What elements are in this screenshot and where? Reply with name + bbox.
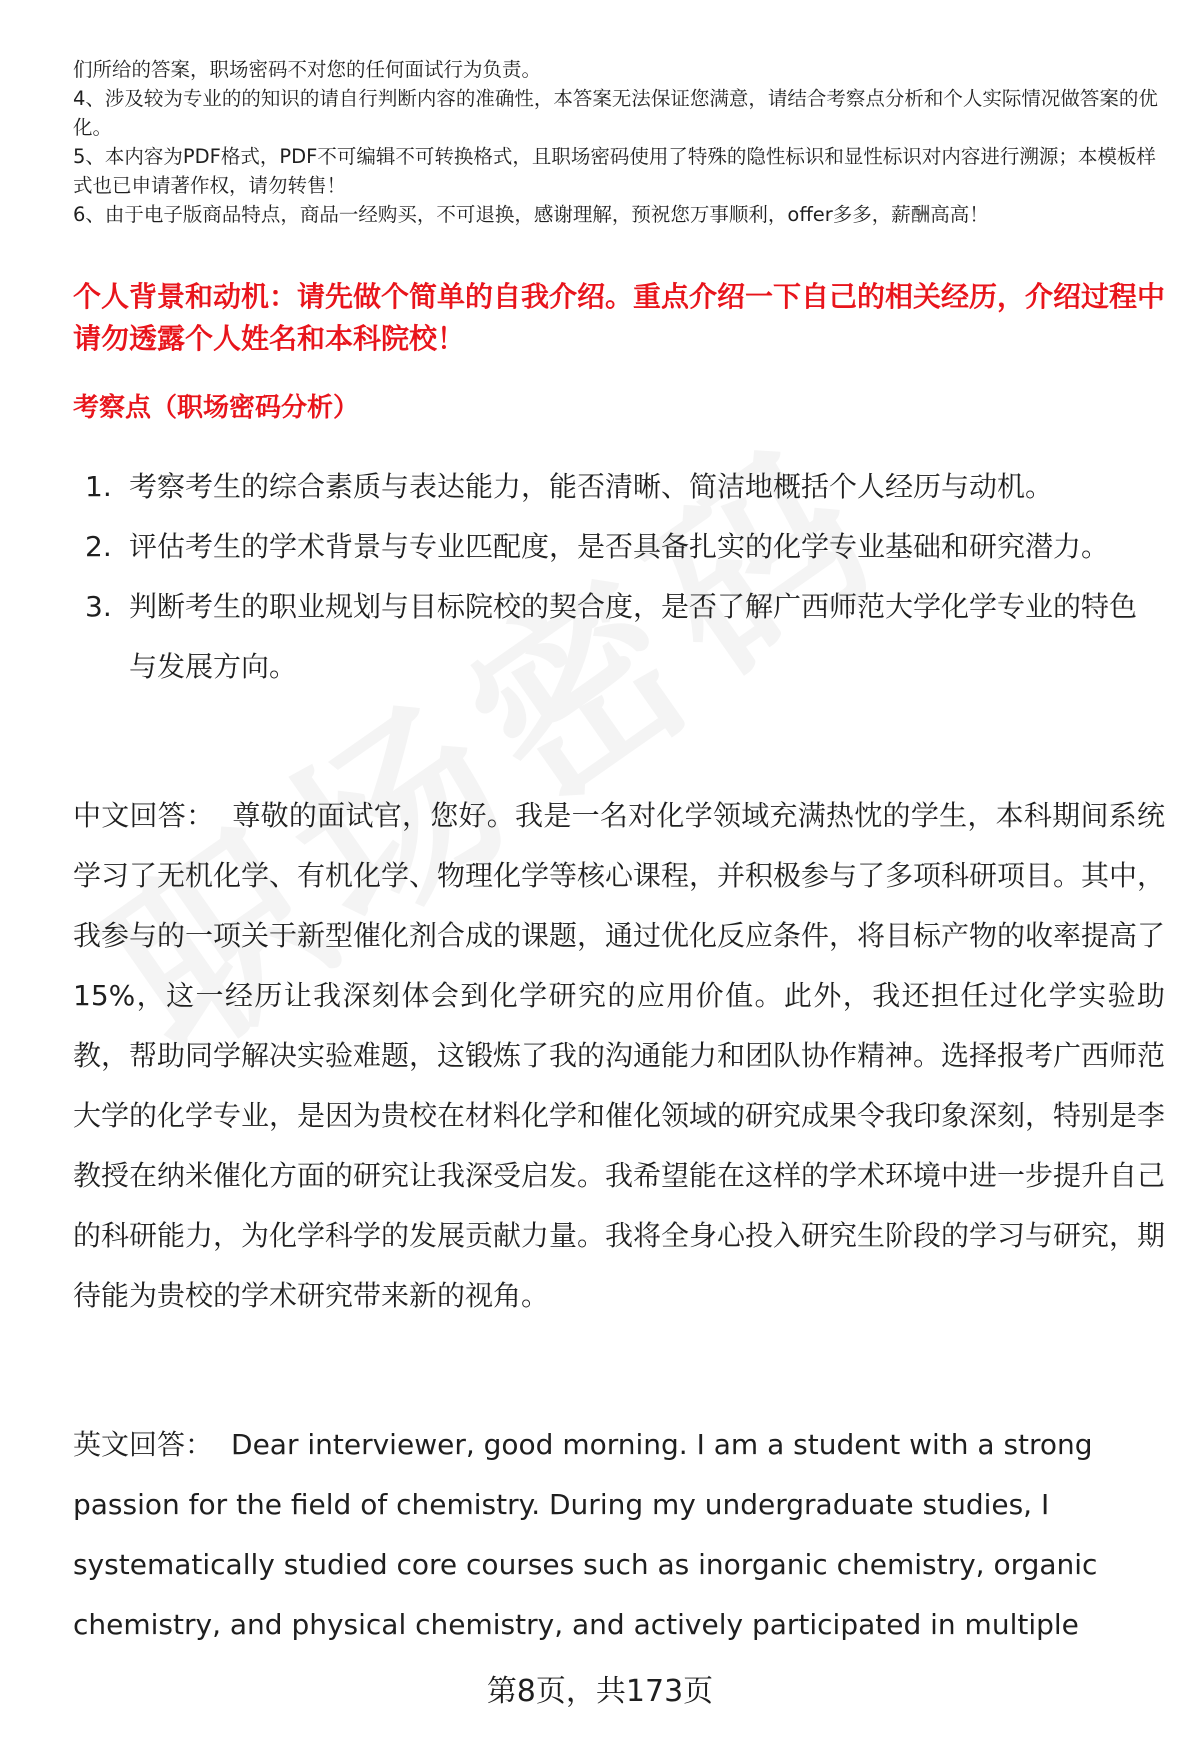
- point-text: 评估考生的学术背景与专业匹配度，是否具备扎实的化学专业基础和研究潜力。: [129, 530, 1110, 563]
- notice-line: 5、本内容为PDF格式，PDF不可编辑不可转换格式，且职场密码使用了特殊的隐性标识和显性标识对内容进行溯源；本模板样式也已申请著作权，请勿转售！: [73, 145, 1156, 197]
- notice-line: 6、由于电子版商品特点，商品一经购买，不可退换，感谢理解，预祝您万事顺利，offer多多，薪酬高高！: [73, 203, 989, 226]
- answer-chinese-text: 尊敬的面试官，您好。我是一名对化学领域充满热忱的学生，本科期间系统学习了无机化学、有机化学、物理化学等核心课程，并积极参与了多项科研项目。其中，我参与的一项关于新型催化剂合成的课题，通过优化反应条件，将目标产物的收率提高了15%，这一经历让我深刻体会到化学研究的应用价值。此外，我还担任过化学实验助教，帮助同学解决实验难题，这锻炼了我的沟通能力和团队协作精神。选择报考广西师范大学的化学专业，是因为贵校在材料化学和催化领域的研究成果令我印象深刻，特别是李教授在纳米催化方面的研究让我深受启发。我希望能在这样的学术环境中进一步提升自己的科研能力，为化学科学的发展贡献力量。我将全身心投入研究生阶段的学习与研究，期待能为贵校的学术研究带来新的视角。: [73, 799, 1166, 1312]
- question-heading: 个人背景和动机：请先做个简单的自我介绍。重点介绍一下自己的相关经历，介绍过程中请勿透露个人姓名和本科院校！: [73, 280, 1166, 355]
- notice-block: [73, 55, 1163, 229]
- answer-chinese-label: 中文回答：: [73, 799, 215, 832]
- notice-line: 4、涉及较为专业的的知识的请自行判断内容的准确性，本答案无法保证您满意，请结合考察点分析和个人实际情况做答案的优化。: [73, 87, 1158, 139]
- point-text: 判断考生的职业规划与目标院校的契合度，是否了解广西师范大学化学专业的特色与发展方向。: [129, 590, 1138, 683]
- answer-english-text: Dear interviewer, good morning. I am a student with a strong passion for the field of chemistry. During my undergraduate studies, I systematically studied core courses such as inorganic chemistry, organic chemistry, and physical chemistry, and actively participated in multiple: [73, 1428, 1098, 1641]
- analysis-points: [73, 457, 1163, 697]
- point-text: 考察考生的综合素质与表达能力，能否清晰、简洁地概括个人经历与动机。: [129, 470, 1054, 503]
- point-number: 2.: [85, 530, 112, 563]
- analysis-point: [73, 457, 1163, 517]
- point-number: 3.: [85, 590, 112, 623]
- analysis-point: [73, 577, 1163, 697]
- answer-english: [73, 1415, 1165, 1655]
- analysis-point: [73, 517, 1163, 577]
- notice-line: 们所给的答案，职场密码不对您的任何面试行为负责。: [73, 58, 542, 81]
- answer-chinese: [73, 786, 1165, 1326]
- page-number: 第8页，共173页: [486, 1674, 714, 1709]
- point-number: 1.: [85, 470, 112, 503]
- analysis-title: 考察点（职场密码分析）: [73, 393, 360, 423]
- answer-english-label: 英文回答：: [73, 1428, 214, 1461]
